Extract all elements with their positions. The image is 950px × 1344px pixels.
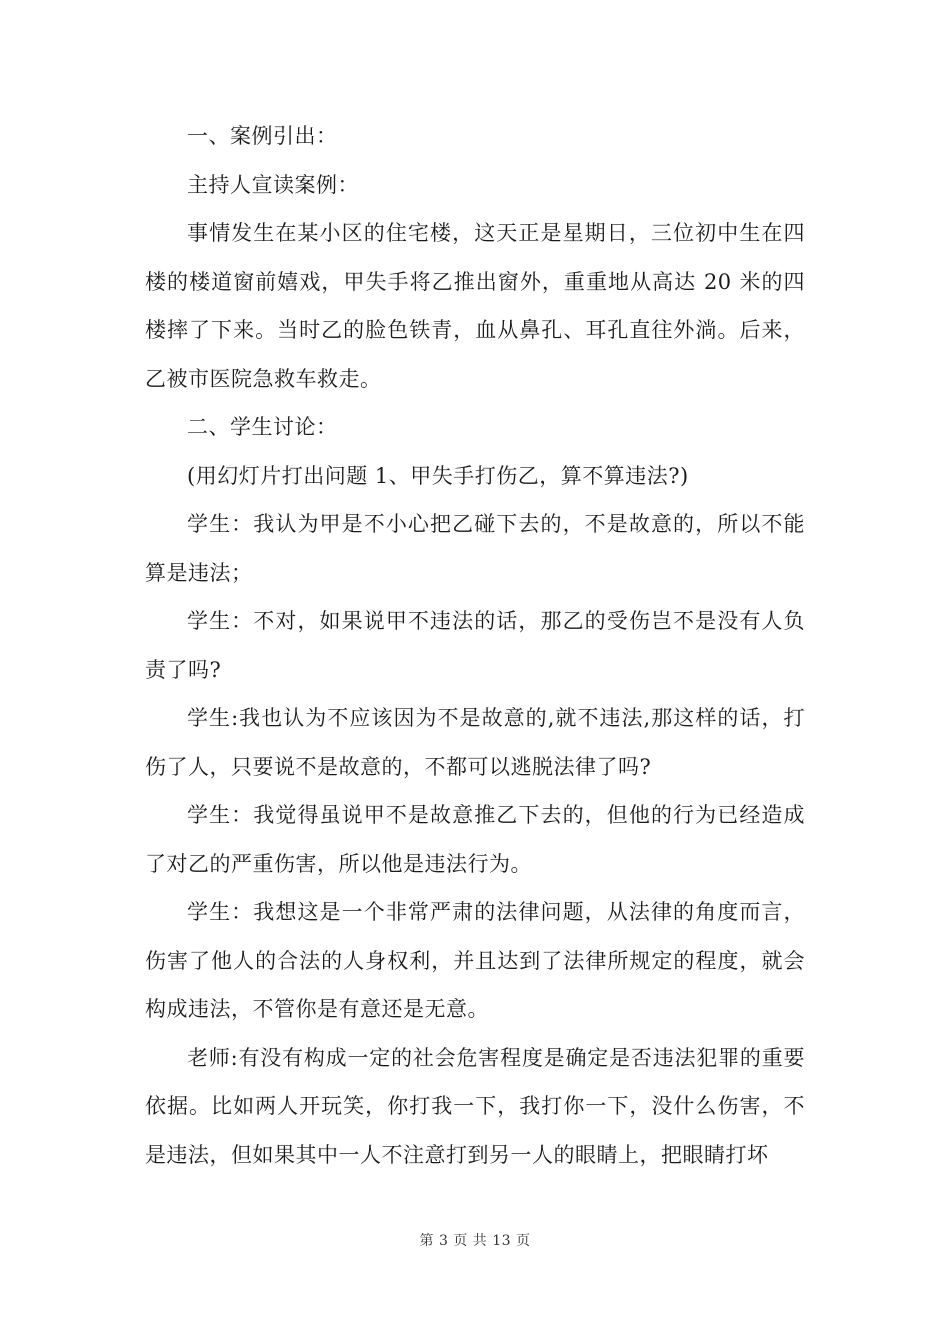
paragraph-teacher: 老师:有没有构成一定的社会危害程度是确定是否违法犯罪的重要依据。比如两人开玩笑，你打我一下，我打你一下，没什么伤害，不是违法，但如果其中一人不注意打到另一人的眼睛上，把眼睛打坏 bbox=[145, 1045, 805, 1167]
paragraph-student-1: 学生：我认为甲是不小心把乙碰下去的，不是故意的，所以不能算是违法； bbox=[145, 512, 805, 585]
paragraph-student-4: 学生：我觉得虽说甲不是故意推乙下去的，但他的行为已经造成了对乙的严重伤害，所以他是违法行为。 bbox=[145, 803, 805, 876]
document-body bbox=[145, 112, 805, 1179]
paragraph-student-2: 学生：不对，如果说甲不违法的话，那乙的受伤岂不是没有人负责了吗? bbox=[145, 609, 805, 682]
paragraph-student-3: 学生:我也认为不应该因为不是故意的,就不违法,那这样的话，打伤了人，只要说不是故意的，不都可以逃脱法律了吗? bbox=[145, 706, 805, 779]
heading-student-discussion: 二、学生讨论： bbox=[187, 415, 338, 439]
heading-case-intro: 一、案例引出： bbox=[187, 124, 338, 148]
page-number-footer: 第 3 页 共 13 页 bbox=[419, 1233, 531, 1249]
paragraph-host-reads: 主持人宣读案例： bbox=[187, 172, 359, 197]
paragraph-question-1: (用幻灯片打出问题 1、甲失手打伤乙，算不算违法?) bbox=[187, 463, 689, 488]
paragraph-student-5: 学生：我想这是一个非常严肃的法律问题，从法律的角度而言，伤害了他人的合法的人身权利，并且达到了法律所规定的程度，就会构成违法，不管你是有意还是无意。 bbox=[145, 900, 805, 1021]
paragraph-case-story: 事情发生在某小区的住宅楼，这天正是星期日，三位初中生在四楼的楼道窗前嬉戏，甲失手将乙推出窗外，重重地从高达 20 米的四楼摔了下来。当时乙的脸色铁青，血从鼻孔、耳孔直往外淌。后来，乙被市医院急救车救走。 bbox=[145, 221, 805, 391]
